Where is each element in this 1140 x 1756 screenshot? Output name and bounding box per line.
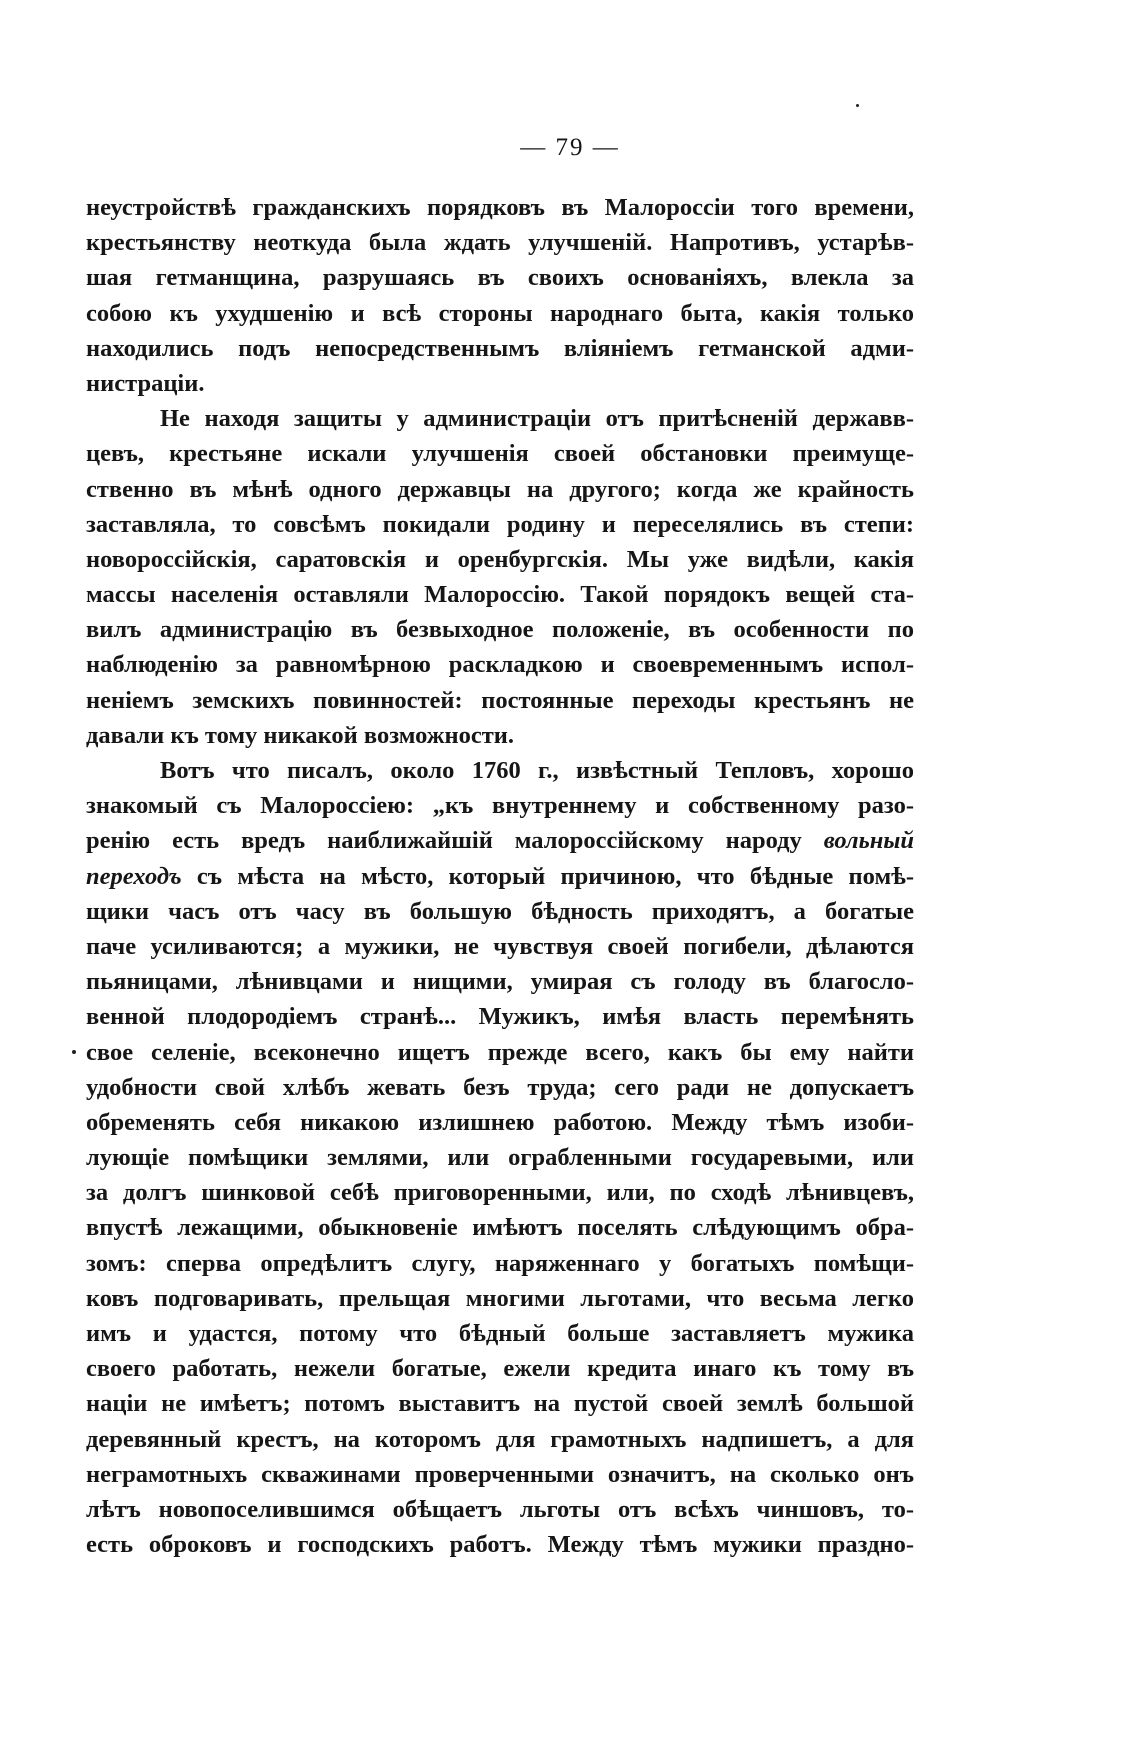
italic-phrase: переходъ bbox=[86, 862, 182, 890]
text-line: лующіе помѣщики землями, или ограбленными государевыми, или bbox=[86, 1144, 914, 1172]
text-line: впустѣ лежащими, обыкновеніе имѣютъ поселять слѣдующимъ обра- bbox=[86, 1214, 914, 1242]
text-line: находились подъ непосредственнымъ вліяніемъ гетманской адми- bbox=[86, 334, 914, 362]
text-line: свое селеніе, всеконечно ищетъ прежде всего, какъ бы ему найти bbox=[86, 1038, 914, 1066]
text-line: деревянный крестъ, на которомъ для грамотныхъ надпишетъ, а для bbox=[86, 1425, 914, 1453]
text-line: обременять себя никакою излишнею работою. Между тѣмъ изоби- bbox=[86, 1108, 914, 1136]
text-line: крестьянству неоткуда была ждать улучшеній. Напротивъ, устарѣв- bbox=[86, 229, 914, 257]
paragraph-start-line: Вотъ что писалъ, около 1760 г., извѣстный Тепловъ, хорошо bbox=[160, 757, 914, 784]
italic-phrase: вольный bbox=[823, 827, 915, 855]
text-line: вилъ администрацію въ безвыходное положеніе, въ особенности по bbox=[86, 616, 914, 644]
text-line: неустройствѣ гражданскихъ порядковъ въ Малороссіи того времени, bbox=[86, 194, 914, 221]
text-line: удобности свой хлѣбъ жевать безъ труда; сего ради не допускаетъ bbox=[86, 1073, 914, 1101]
text-line: шая гетманщина, разрушаясь въ своихъ основаніяхъ, влекла за bbox=[86, 264, 914, 292]
text-line: заставляла, то совсѣмъ покидали родину и переселялись въ степи: bbox=[86, 510, 914, 538]
print-speck bbox=[72, 1050, 76, 1054]
text-line: нистраціи. bbox=[86, 369, 205, 397]
text-line: ственно въ мѣнѣ одного державцы на другого; когда же крайность bbox=[86, 475, 914, 503]
text-line: знакомый съ Малороссіею: „къ внутреннему и собственному разо- bbox=[86, 792, 914, 820]
paragraph-start-line: Не находя защиты у администраціи отъ притѣсненій державв- bbox=[160, 405, 914, 433]
text-line: массы населенія оставляли Малороссію. Такой порядокъ вещей ста- bbox=[86, 581, 914, 609]
page-number: — 79 — bbox=[520, 134, 620, 161]
text-line: собою къ ухудшенію и всѣ стороны народнаго быта, какія только bbox=[86, 299, 914, 327]
body-text bbox=[86, 190, 914, 1562]
text-line: щики часъ отъ часу въ большую бѣдность приходятъ, а богатые bbox=[86, 897, 914, 925]
text-line: имъ и удастся, потому что бѣдный больше заставляетъ мужика bbox=[86, 1320, 914, 1347]
text-line: венной плодородіемъ странѣ... Мужикъ, имѣя власть перемѣнять bbox=[86, 1003, 914, 1031]
text-line: неграмотныхъ скважинами проверченными означитъ, на сколько онъ bbox=[86, 1460, 914, 1488]
text-line: давали къ тому никакой возможности. bbox=[86, 721, 515, 749]
text-segment: съ мѣста на мѣсто, который причиною, что бѣдные помѣ- bbox=[196, 862, 915, 890]
text-line: цевъ, крестьяне искали улучшенія своей обстановки преимуще- bbox=[86, 440, 914, 468]
text-line: неніемъ земскихъ повинностей: постоянные переходы крестьянъ не bbox=[86, 686, 914, 714]
text-line: лѣтъ новопоселившимся обѣщаетъ льготы отъ всѣхъ чиншовъ, то- bbox=[86, 1495, 914, 1523]
text-line-with-italic bbox=[86, 859, 914, 894]
text-line: паче усиливаются; а мужики, не чувствуя своей погибели, дѣлаются bbox=[86, 932, 914, 960]
text-line: есть оброковъ и господскихъ работъ. Между тѣмъ мужики праздно- bbox=[86, 1531, 914, 1559]
text-line: ковъ подговаривать, прельщая многими льготами, что весьма легко bbox=[86, 1284, 914, 1312]
text-line: націи не имѣетъ; потомъ выставитъ на пустой своей землѣ большой bbox=[86, 1390, 914, 1418]
text-segment: ренію есть вредъ наиближайшій малороссійскому народу bbox=[86, 827, 802, 855]
text-line: наблюденію за равномѣрною раскладкою и своевременнымъ испол- bbox=[86, 651, 914, 679]
text-line: своего работать, нежели богатые, ежели кредита инаго къ тому въ bbox=[86, 1355, 914, 1383]
print-speck bbox=[856, 104, 859, 107]
text-line: пьяницами, лѣнивцами и нищими, умирая съ голоду въ благосло- bbox=[86, 968, 914, 996]
text-line: новороссійскія, саратовскія и оренбургскія. Мы уже видѣли, какія bbox=[86, 545, 914, 573]
text-line-with-italic bbox=[86, 823, 914, 858]
text-line: за долгъ шинковой себѣ приговоренными, или, по сходѣ лѣнивцевъ, bbox=[86, 1179, 914, 1207]
text-line: зомъ: сперва опредѣлитъ слугу, наряженнаго у богатыхъ помѣщи- bbox=[86, 1249, 914, 1277]
